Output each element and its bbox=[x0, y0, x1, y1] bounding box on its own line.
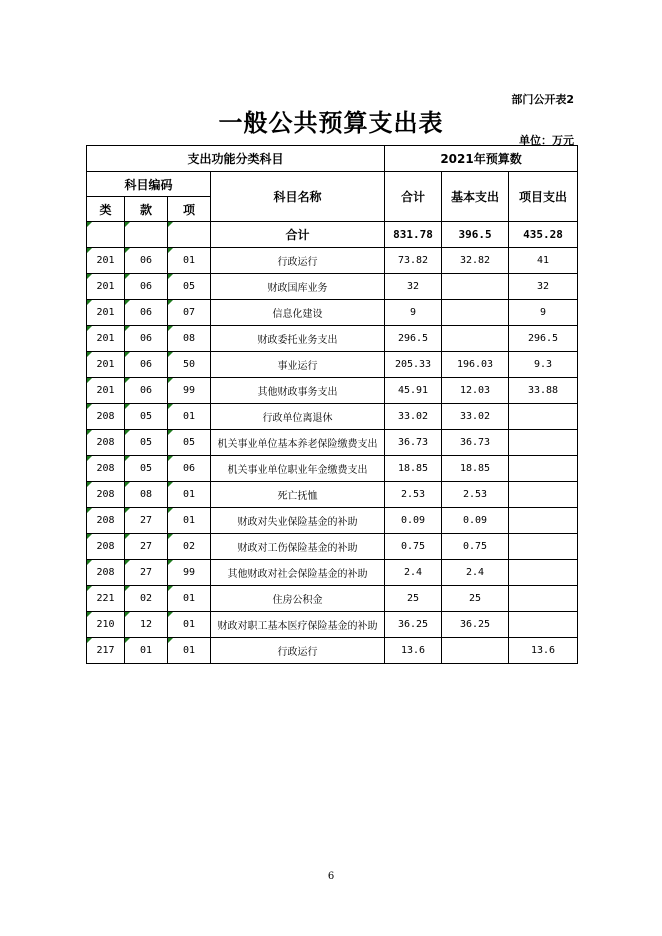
table-row bbox=[87, 248, 578, 274]
project-cell: 296.5 bbox=[509, 326, 578, 352]
total-cell: 33.02 bbox=[385, 404, 442, 430]
function-class-header: 支出功能分类科目 bbox=[87, 146, 385, 172]
subject-name-cell: 事业运行 bbox=[211, 352, 385, 378]
lei-cell: 201 bbox=[87, 326, 125, 352]
table-row bbox=[87, 352, 578, 378]
project-cell bbox=[509, 586, 578, 612]
basic-cell: 2.4 bbox=[442, 560, 509, 586]
table-row bbox=[87, 326, 578, 352]
lei-cell: 208 bbox=[87, 534, 125, 560]
table-row bbox=[87, 404, 578, 430]
subject-name-cell: 信息化建设 bbox=[211, 300, 385, 326]
xiang-cell: 01 bbox=[168, 638, 211, 664]
subject-name-cell: 财政对失业保险基金的补助 bbox=[211, 508, 385, 534]
kuan-cell: 06 bbox=[125, 248, 168, 274]
lei-cell: 201 bbox=[87, 274, 125, 300]
table-row bbox=[87, 430, 578, 456]
table-row bbox=[87, 560, 578, 586]
total-cell: 2.4 bbox=[385, 560, 442, 586]
subject-name-cell: 财政委托业务支出 bbox=[211, 326, 385, 352]
project-cell bbox=[509, 430, 578, 456]
lei-cell: 208 bbox=[87, 560, 125, 586]
xiang-cell: 02 bbox=[168, 534, 211, 560]
table-row bbox=[87, 508, 578, 534]
basic-cell bbox=[442, 638, 509, 664]
basic-cell: 2.53 bbox=[442, 482, 509, 508]
basic-cell: 25 bbox=[442, 586, 509, 612]
total-row-label: 合计 bbox=[211, 222, 385, 248]
xiang-header: 项 bbox=[168, 197, 211, 222]
project-cell: 9 bbox=[509, 300, 578, 326]
subject-name-cell: 其他财政事务支出 bbox=[211, 378, 385, 404]
xiang-cell: 01 bbox=[168, 612, 211, 638]
table-row bbox=[87, 300, 578, 326]
subject-name-cell: 行政单位离退休 bbox=[211, 404, 385, 430]
project-cell bbox=[509, 560, 578, 586]
page-number: 6 bbox=[327, 871, 335, 882]
lei-cell: 201 bbox=[87, 352, 125, 378]
xiang-cell: 05 bbox=[168, 274, 211, 300]
project-cell bbox=[509, 612, 578, 638]
table-row bbox=[87, 378, 578, 404]
total-cell: 36.73 bbox=[385, 430, 442, 456]
basic-cell: 32.82 bbox=[442, 248, 509, 274]
xiang-cell: 01 bbox=[168, 248, 211, 274]
project-header: 项目支出 bbox=[509, 172, 578, 222]
xiang-cell: 01 bbox=[168, 508, 211, 534]
lei-cell: 208 bbox=[87, 430, 125, 456]
subject-name-header: 科目名称 bbox=[211, 172, 385, 222]
basic-cell bbox=[442, 274, 509, 300]
project-cell bbox=[509, 534, 578, 560]
project-cell: 9.3 bbox=[509, 352, 578, 378]
table-row bbox=[87, 586, 578, 612]
page-title: 一般公共预算支出表 bbox=[218, 108, 444, 137]
xiang-cell: 05 bbox=[168, 430, 211, 456]
kuan-cell: 06 bbox=[125, 300, 168, 326]
total-cell: 32 bbox=[385, 274, 442, 300]
kuan-cell: 06 bbox=[125, 352, 168, 378]
xiang-cell: 01 bbox=[168, 586, 211, 612]
total-cell: 296.5 bbox=[385, 326, 442, 352]
basic-cell: 0.75 bbox=[442, 534, 509, 560]
kuan-cell: 27 bbox=[125, 508, 168, 534]
lei-cell: 201 bbox=[87, 378, 125, 404]
total-cell: 13.6 bbox=[385, 638, 442, 664]
kuan-cell: 05 bbox=[125, 404, 168, 430]
basic-cell: 196.03 bbox=[442, 352, 509, 378]
total-cell: 205.33 bbox=[385, 352, 442, 378]
project-cell bbox=[509, 508, 578, 534]
table-row bbox=[87, 638, 578, 664]
basic-cell: 12.03 bbox=[442, 378, 509, 404]
lei-cell: 208 bbox=[87, 456, 125, 482]
project-cell bbox=[509, 456, 578, 482]
kuan-cell: 12 bbox=[125, 612, 168, 638]
xiang-cell: 06 bbox=[168, 456, 211, 482]
basic-cell bbox=[442, 300, 509, 326]
kuan-cell: 05 bbox=[125, 456, 168, 482]
basic-cell: 36.25 bbox=[442, 612, 509, 638]
xiang-cell: 50 bbox=[168, 352, 211, 378]
subject-name-cell: 住房公积金 bbox=[211, 586, 385, 612]
subject-code-header: 科目编码 bbox=[87, 172, 211, 197]
lei-cell: 208 bbox=[87, 482, 125, 508]
basic-cell: 36.73 bbox=[442, 430, 509, 456]
total-cell: 2.53 bbox=[385, 482, 442, 508]
subject-name-cell: 财政国库业务 bbox=[211, 274, 385, 300]
table-row bbox=[87, 482, 578, 508]
xiang-cell: 01 bbox=[168, 404, 211, 430]
project-cell: 32 bbox=[509, 274, 578, 300]
total-cell: 0.09 bbox=[385, 508, 442, 534]
total-row-basic: 396.5 bbox=[442, 222, 509, 248]
lei-cell: 208 bbox=[87, 404, 125, 430]
total-row-total: 831.78 bbox=[385, 222, 442, 248]
xiang-cell: 99 bbox=[168, 378, 211, 404]
basic-cell bbox=[442, 326, 509, 352]
xiang-cell: 01 bbox=[168, 482, 211, 508]
kuan-cell: 05 bbox=[125, 430, 168, 456]
total-cell: 9 bbox=[385, 300, 442, 326]
kuan-cell: 06 bbox=[125, 378, 168, 404]
kuan-cell: 01 bbox=[125, 638, 168, 664]
header-row-1 bbox=[87, 146, 578, 172]
budget-year-header: 2021年预算数 bbox=[385, 146, 578, 172]
kuan-cell: 06 bbox=[125, 326, 168, 352]
total-cell: 45.91 bbox=[385, 378, 442, 404]
subject-name-cell: 财政对工伤保险基金的补助 bbox=[211, 534, 385, 560]
lei-cell: 217 bbox=[87, 638, 125, 664]
project-cell bbox=[509, 482, 578, 508]
total-cell: 18.85 bbox=[385, 456, 442, 482]
table-row bbox=[87, 456, 578, 482]
xiang-cell: 99 bbox=[168, 560, 211, 586]
project-cell: 41 bbox=[509, 248, 578, 274]
kuan-cell: 02 bbox=[125, 586, 168, 612]
total-row bbox=[87, 222, 578, 248]
lei-cell: 208 bbox=[87, 508, 125, 534]
kuan-cell: 06 bbox=[125, 274, 168, 300]
unit-label: 单位：万元 bbox=[519, 134, 574, 147]
basic-cell: 33.02 bbox=[442, 404, 509, 430]
total-cell: 36.25 bbox=[385, 612, 442, 638]
kuan-header: 款 bbox=[125, 197, 168, 222]
subject-name-cell: 机关事业单位基本养老保险缴费支出 bbox=[211, 430, 385, 456]
subject-name-cell: 死亡抚恤 bbox=[211, 482, 385, 508]
xiang-cell: 07 bbox=[168, 300, 211, 326]
subject-name-cell: 行政运行 bbox=[211, 638, 385, 664]
subject-name-cell: 行政运行 bbox=[211, 248, 385, 274]
project-cell: 13.6 bbox=[509, 638, 578, 664]
subject-name-cell: 机关事业单位职业年金缴费支出 bbox=[211, 456, 385, 482]
basic-header: 基本支出 bbox=[442, 172, 509, 222]
lei-header: 类 bbox=[87, 197, 125, 222]
xiang-cell: 08 bbox=[168, 326, 211, 352]
table-row bbox=[87, 612, 578, 638]
project-cell: 33.88 bbox=[509, 378, 578, 404]
kuan-cell: 08 bbox=[125, 482, 168, 508]
table-row bbox=[87, 534, 578, 560]
table-id-label: 部门公开表2 bbox=[511, 93, 574, 106]
basic-cell: 0.09 bbox=[442, 508, 509, 534]
lei-cell: 201 bbox=[87, 248, 125, 274]
total-header: 合计 bbox=[385, 172, 442, 222]
basic-cell: 18.85 bbox=[442, 456, 509, 482]
lei-cell: 221 bbox=[87, 586, 125, 612]
kuan-cell: 27 bbox=[125, 560, 168, 586]
total-cell: 25 bbox=[385, 586, 442, 612]
header-row-2 bbox=[87, 172, 578, 197]
kuan-cell: 27 bbox=[125, 534, 168, 560]
total-row-project: 435.28 bbox=[509, 222, 578, 248]
subject-name-cell: 财政对职工基本医疗保险基金的补助 bbox=[211, 612, 385, 638]
table-row bbox=[87, 274, 578, 300]
total-cell: 73.82 bbox=[385, 248, 442, 274]
project-cell bbox=[509, 404, 578, 430]
total-cell: 0.75 bbox=[385, 534, 442, 560]
budget-table bbox=[86, 145, 578, 664]
lei-cell: 201 bbox=[87, 300, 125, 326]
lei-cell: 210 bbox=[87, 612, 125, 638]
subject-name-cell: 其他财政对社会保险基金的补助 bbox=[211, 560, 385, 586]
